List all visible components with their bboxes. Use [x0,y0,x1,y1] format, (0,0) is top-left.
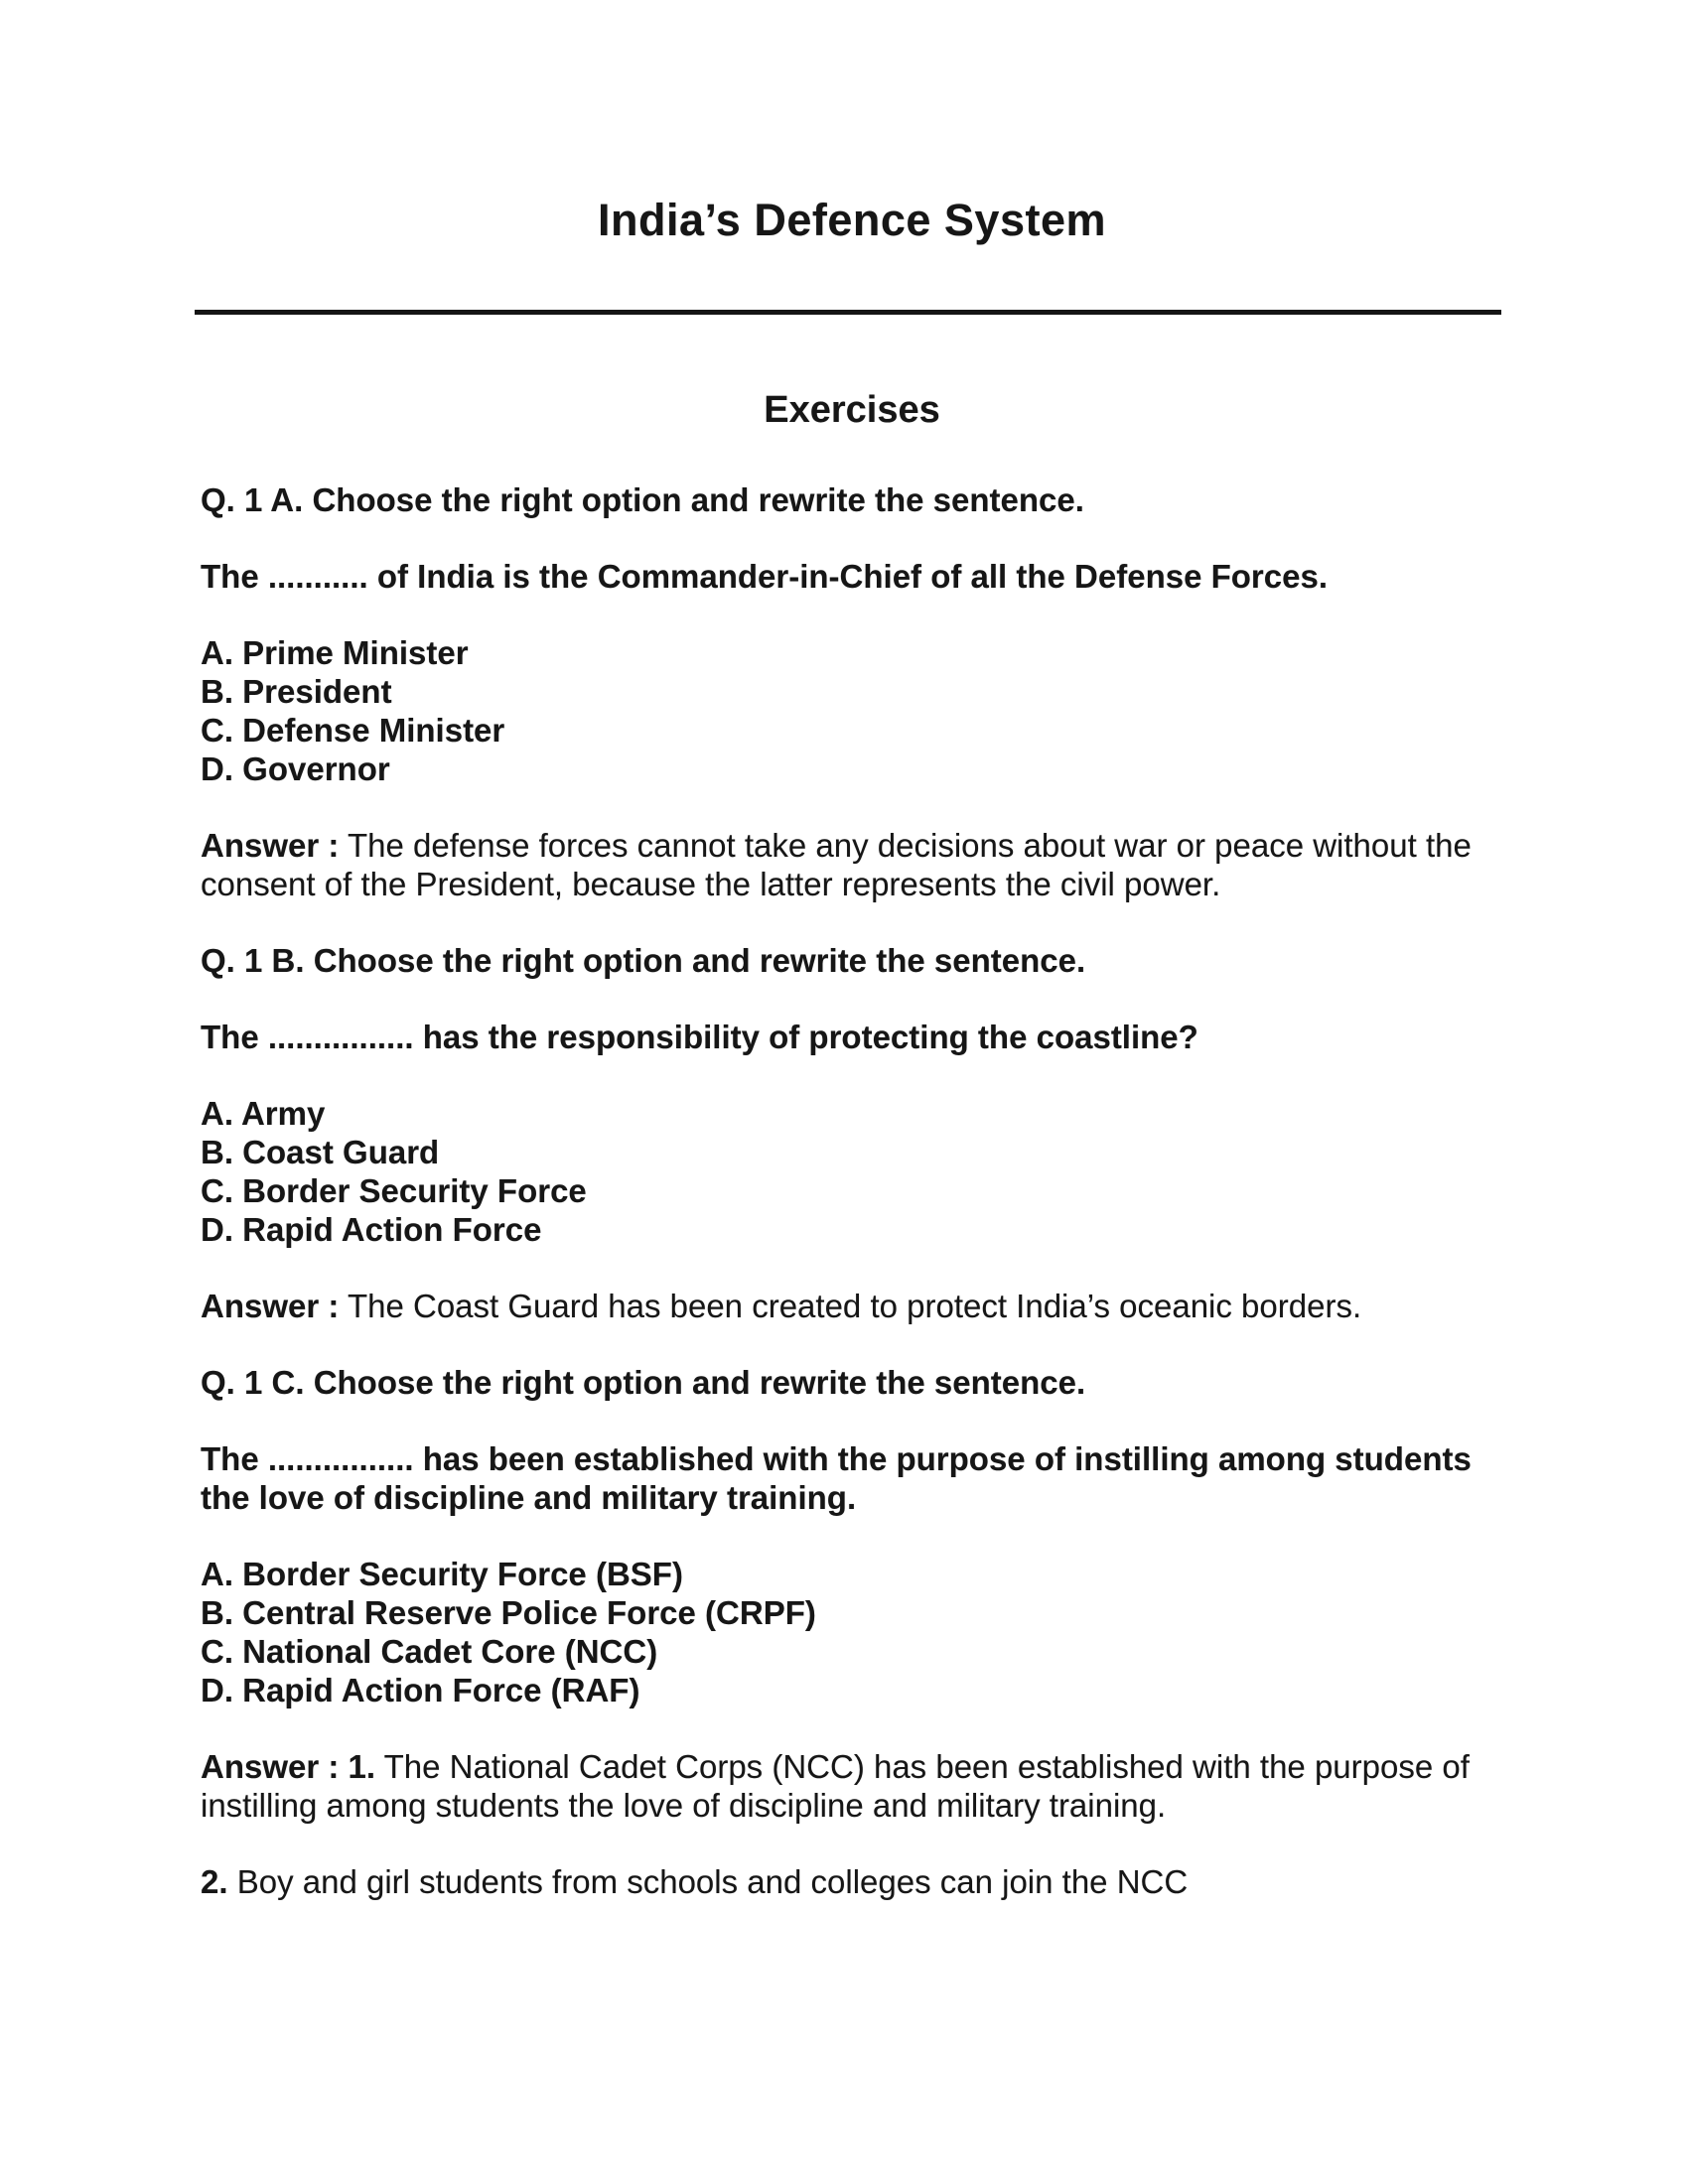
answer-label: Answer : 1. [201,1748,376,1785]
answer-paragraph [201,1287,1503,1325]
option-item: B. President [201,673,392,710]
option-item: C. National Cadet Core (NCC) [201,1633,658,1670]
option-item: B. Central Reserve Police Force (CRPF) [201,1594,816,1631]
note-label: 2. [201,1863,228,1900]
option-item: C. Defense Minister [201,712,505,749]
note-text: Boy and girl students from schools and colleges can join the NCC [236,1863,1189,1900]
options-list [201,1094,1503,1249]
answer-label: Answer : [201,827,340,864]
option-item: D. Rapid Action Force (RAF) [201,1672,640,1708]
title-divider-rule [195,310,1501,315]
question-heading: Q. 1 C. Choose the right option and rewrite the sentence. [201,1364,1086,1401]
section-heading: Exercises [764,389,940,431]
answer-paragraph [201,826,1503,903]
option-item: D. Governor [201,751,390,787]
option-item: C. Border Security Force [201,1172,587,1209]
answer-label: Answer : [201,1288,340,1324]
question-block-1c [201,1363,1503,1825]
option-item: D. Rapid Action Force [201,1211,542,1248]
question-prompt: The ................ has the responsibility of protecting the coastline? [201,1019,1198,1055]
option-item: B. Coast Guard [201,1134,440,1170]
answer-text: The National Cadet Corps (NCC) has been established with the purpose of instilling among students the love of discipline and military training. [201,1748,1470,1824]
option-item: A. Army [201,1095,326,1132]
question-prompt: The ................ has been established with the purpose of instilling among students the love of discipline and military training. [201,1440,1472,1516]
options-list [201,1555,1503,1709]
question-prompt: The ........... of India is the Commander-in-Chief of all the Defense Forces. [201,558,1329,595]
question-heading: Q. 1 B. Choose the right option and rewrite the sentence. [201,942,1086,979]
question-heading: Q. 1 A. Choose the right option and rewrite the sentence. [201,481,1084,518]
options-list [201,633,1503,788]
question-block-1b [201,941,1503,1325]
question-block-1a [201,480,1503,903]
answer-paragraph [201,1747,1503,1825]
page-title: India’s Defence System [597,195,1107,245]
option-item: A. Prime Minister [201,634,469,671]
option-item: A. Border Security Force (BSF) [201,1556,683,1592]
answer-text: The defense forces cannot take any decisions about war or peace without the consent of the President, because the latter represents the civil power. [201,827,1472,902]
answer-text: The Coast Guard has been created to protect India’s oceanic borders. [347,1288,1362,1324]
note-paragraph [201,1862,1503,1901]
